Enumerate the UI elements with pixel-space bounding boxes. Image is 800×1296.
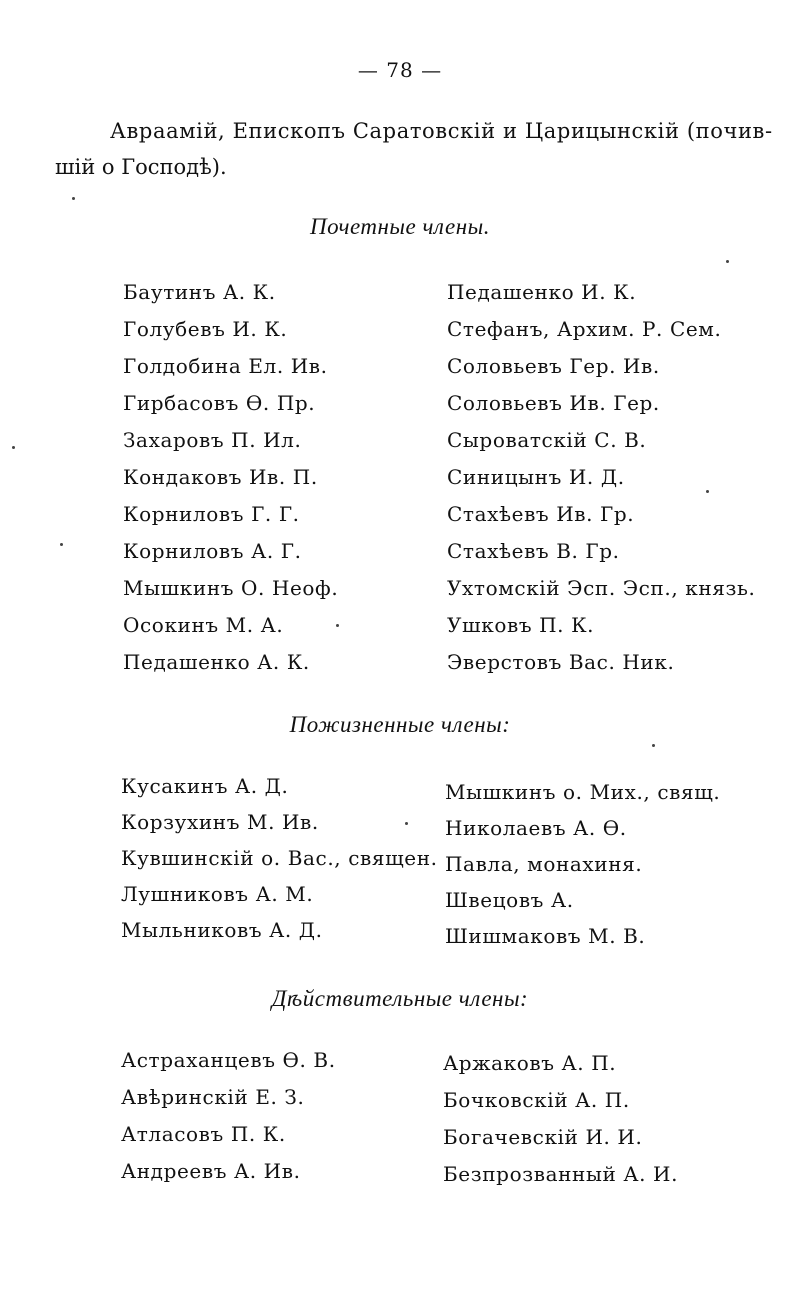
member-name: Корзухинъ М. Ив.	[121, 810, 319, 834]
scan-speck	[652, 744, 655, 747]
member-name: Астраханцевъ Ѳ. В.	[121, 1048, 336, 1072]
member-name: Лушниковъ А. М.	[121, 882, 314, 906]
section-heading-active: Дѣйствительные члены:	[271, 986, 529, 1011]
member-name: Безпрозванный А. И.	[443, 1162, 679, 1186]
scan-speck	[12, 446, 15, 449]
member-name: Соловьевъ Ив. Гер.	[447, 391, 660, 415]
intro-paragraph	[55, 113, 773, 185]
scan-speck	[60, 543, 63, 546]
section-heading-honorary: Почетные члены.	[310, 214, 490, 239]
member-name: Кувшинскій о. Вас., священ.	[121, 846, 438, 870]
member-name: Сыроватскій С. В.	[447, 428, 647, 452]
member-name: Корниловъ А. Г.	[123, 539, 302, 563]
member-name: Бочковскій А. П.	[443, 1088, 630, 1112]
scan-speck	[72, 197, 75, 200]
member-name: Атласовъ П. К.	[121, 1122, 286, 1146]
member-name: Мышкинъ О. Неоф.	[123, 576, 339, 600]
intro-line-1: Авраамій, Епископъ Саратовскій и Царицынскій (почив-	[110, 119, 773, 143]
member-name: Захаровъ П. Ил.	[123, 428, 302, 452]
member-name: Корниловъ Г. Г.	[123, 502, 300, 526]
member-name: Шишмаковъ М. В.	[445, 924, 646, 948]
scan-speck	[726, 260, 729, 263]
member-name: Андреевъ А. Ив.	[121, 1159, 301, 1183]
member-name: Эверстовъ Вас. Ник.	[447, 650, 675, 674]
member-name: Синицынъ И. Д.	[447, 465, 625, 489]
member-name: Кондаковъ Ив. П.	[123, 465, 318, 489]
member-name: Павла, монахиня.	[445, 852, 643, 876]
member-name: Соловьевъ Гер. Ив.	[447, 354, 660, 378]
member-name: Швецовъ А.	[445, 888, 574, 912]
member-name: Педашенко А. К.	[123, 650, 310, 674]
member-name: Стахѣевъ В. Гр.	[447, 539, 620, 563]
scan-speck	[405, 822, 408, 825]
member-name: Педашенко И. К.	[447, 280, 637, 304]
member-name: Ушковъ П. К.	[447, 613, 595, 637]
member-name: Стахѣевъ Ив. Гр.	[447, 502, 635, 526]
member-name: Мыльниковъ А. Д.	[121, 918, 323, 942]
member-name: Голубевъ И. К.	[123, 317, 288, 341]
member-name: Кусакинъ А. Д.	[121, 774, 289, 798]
member-name: Гирбасовъ Ѳ. Пр.	[123, 391, 316, 415]
member-name: Аржаковъ А. П.	[443, 1051, 617, 1075]
member-name: Богачевскій И. И.	[443, 1125, 643, 1149]
member-name: Осокинъ М. А.	[123, 613, 284, 637]
member-name: Николаевъ А. Ѳ.	[445, 816, 627, 840]
member-name: Ухтомскій Эсп. Эсп., князь.	[447, 576, 756, 600]
scan-speck	[336, 624, 339, 627]
member-name: Авѣринскій Е. З.	[121, 1085, 305, 1109]
member-name: Баутинъ А. К.	[123, 280, 276, 304]
section-heading-lifetime: Пожизненные члены:	[289, 712, 511, 737]
intro-line-2: шій о Господѣ).	[55, 155, 227, 179]
page-number: — 78 —	[357, 58, 443, 82]
member-name: Мышкинъ о. Мих., свящ.	[445, 780, 721, 804]
member-name: Стефанъ, Архим. Р. Сем.	[447, 317, 722, 341]
scan-speck	[706, 490, 709, 493]
member-name: Голдобина Ел. Ив.	[123, 354, 328, 378]
